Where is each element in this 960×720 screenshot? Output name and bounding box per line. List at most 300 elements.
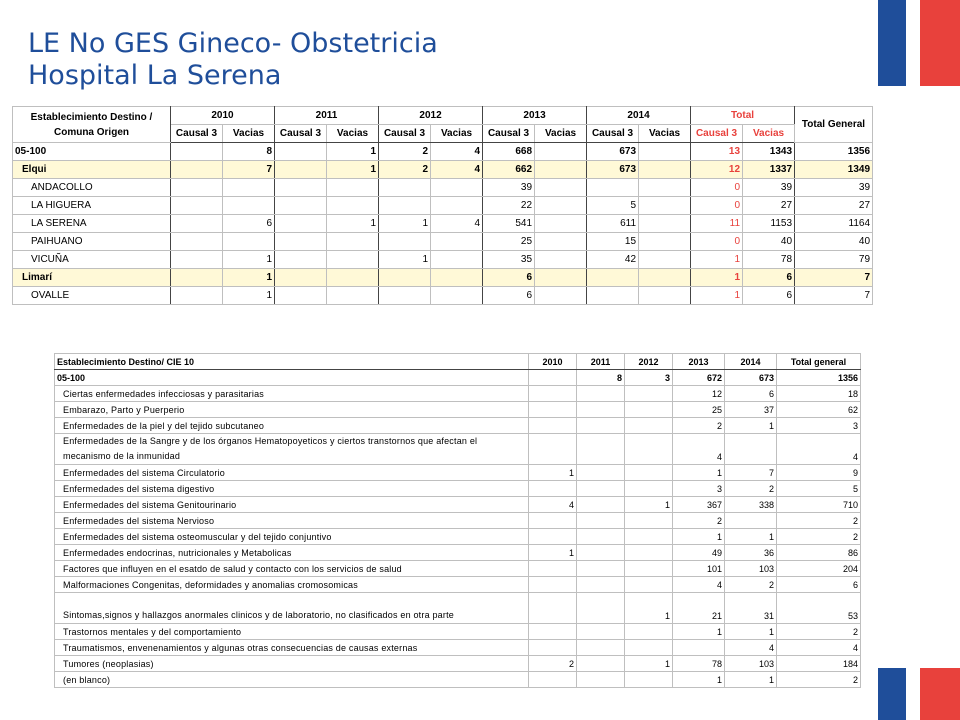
cie10-cell	[625, 513, 673, 529]
origin-cell: 1356	[795, 143, 873, 161]
origin-cell: 6	[743, 287, 795, 305]
cie10-cell: 49	[673, 545, 725, 561]
origin-row	[13, 251, 873, 269]
cie10-row	[55, 545, 861, 561]
cie10-cell: 184	[777, 656, 861, 672]
origin-cell: 611	[587, 215, 639, 233]
cie10-cell: 2	[777, 513, 861, 529]
origin-cell: 0	[691, 179, 743, 197]
year-header: 2012	[379, 107, 483, 125]
origin-row	[13, 287, 873, 305]
origin-cell: 39	[483, 179, 535, 197]
sub-header: Causal 3	[483, 125, 535, 143]
origin-cell	[587, 287, 639, 305]
origin-cell: 22	[483, 197, 535, 215]
origin-cell: 673	[587, 143, 639, 161]
origin-cell: 35	[483, 251, 535, 269]
cie10-cell	[577, 386, 625, 402]
cie10-cell	[625, 434, 673, 465]
cie10-cell	[577, 497, 625, 513]
origin-cell	[431, 287, 483, 305]
origin-cell: 39	[743, 179, 795, 197]
origin-row-label: VICUÑA	[13, 251, 171, 269]
cie10-row	[55, 577, 861, 593]
origin-cell: 541	[483, 215, 535, 233]
cie10-row-label: Enfermedades del sistema Circulatorio	[55, 465, 529, 481]
cie10-row	[55, 561, 861, 577]
cie10-cell: 18	[777, 386, 861, 402]
origin-cell: 662	[483, 161, 535, 179]
cie10-cell: 1	[625, 497, 673, 513]
origin-cell	[379, 233, 431, 251]
cie10-row-label: Enfermedades de la Sangre y de los órganos Hematopoyeticos y ciertos transtornos que afectan el mecanismo de la inmunidad	[55, 434, 529, 465]
origin-cell: 4	[431, 143, 483, 161]
cie10-row-label: Embarazo, Parto y Puerperio	[55, 402, 529, 418]
sub-header: Vacias	[743, 125, 795, 143]
cie10-cell: 338	[725, 497, 777, 513]
origin-cell: 1	[327, 215, 379, 233]
cie10-row	[55, 672, 861, 688]
cie10-row	[55, 624, 861, 640]
cie10-cell: 1	[625, 593, 673, 624]
origin-cell	[275, 233, 327, 251]
cie10-cell	[529, 513, 577, 529]
origin-header-main: Establecimiento Destino / Comuna Origen	[13, 107, 171, 143]
sub-header: Vacias	[327, 125, 379, 143]
cie10-cell: 86	[777, 545, 861, 561]
cie10-cell: 673	[725, 370, 777, 386]
cie10-row-label: Malformaciones Congenitas, deformidades y anomalias cromosomicas	[55, 577, 529, 593]
cie10-cell	[625, 640, 673, 656]
cie10-row-label: Factores que influyen en el esatdo de salud y contacto con los servicios de salud	[55, 561, 529, 577]
cie10-header-year: 2014	[725, 354, 777, 370]
cie10-cell	[625, 402, 673, 418]
cie10-row	[55, 497, 861, 513]
origin-row-label: PAIHUANO	[13, 233, 171, 251]
sub-header: Causal 3	[379, 125, 431, 143]
origin-cell: 6	[223, 215, 275, 233]
origin-cell	[431, 197, 483, 215]
cie10-cell	[577, 465, 625, 481]
cie10-cell: 2	[529, 656, 577, 672]
origin-cell: 1349	[795, 161, 873, 179]
cie10-cell: 9	[777, 465, 861, 481]
cie10-cell: 2	[673, 418, 725, 434]
cie10-header-year: 2013	[673, 354, 725, 370]
origin-row-label: ANDACOLLO	[13, 179, 171, 197]
origin-cell: 40	[743, 233, 795, 251]
cie10-cell: 1	[673, 529, 725, 545]
cie10-cell: 3	[625, 370, 673, 386]
cie10-cell: 8	[577, 370, 625, 386]
year-header: 2011	[275, 107, 379, 125]
origin-cell	[223, 197, 275, 215]
origin-cell	[171, 251, 223, 269]
cie10-cell	[577, 545, 625, 561]
origin-row	[13, 161, 873, 179]
sub-header: Vacias	[223, 125, 275, 143]
origin-cell: 27	[795, 197, 873, 215]
origin-cell	[327, 251, 379, 269]
origin-cell	[327, 233, 379, 251]
cie10-cell	[625, 418, 673, 434]
cie10-row	[55, 370, 861, 386]
cie10-row	[55, 656, 861, 672]
cie10-cell: 6	[777, 577, 861, 593]
origin-cell	[171, 179, 223, 197]
total-header: Total	[691, 107, 795, 125]
cie10-cell	[577, 672, 625, 688]
cie10-cell	[529, 577, 577, 593]
cie10-cell: 710	[777, 497, 861, 513]
cie10-cell: 4	[673, 434, 725, 465]
cie10-cell	[529, 624, 577, 640]
origin-cell: 1337	[743, 161, 795, 179]
cie10-row	[55, 434, 861, 465]
cie10-cell	[625, 545, 673, 561]
origin-row-label: Limarí	[13, 269, 171, 287]
cie10-cell: 4	[777, 434, 861, 465]
cie10-row	[55, 529, 861, 545]
cie10-cell: 672	[673, 370, 725, 386]
cie10-cell: 36	[725, 545, 777, 561]
origin-cell	[535, 233, 587, 251]
cie10-header-total: Total general	[777, 354, 861, 370]
cie10-cell: 2	[777, 529, 861, 545]
cie10-cell	[625, 624, 673, 640]
origin-cell	[639, 197, 691, 215]
cie10-row-label: Trastornos mentales y del comportamiento	[55, 624, 529, 640]
origin-cell	[535, 251, 587, 269]
cie10-cell: 101	[673, 561, 725, 577]
sub-header: Causal 3	[275, 125, 327, 143]
cie10-cell	[529, 561, 577, 577]
origin-cell	[327, 179, 379, 197]
total-general-header: Total General	[795, 107, 873, 143]
origin-cell: 0	[691, 233, 743, 251]
cie10-row	[55, 386, 861, 402]
origin-cell	[379, 287, 431, 305]
origin-cell: 1	[223, 251, 275, 269]
origin-cell: 1	[379, 215, 431, 233]
origin-cell: 13	[691, 143, 743, 161]
origin-row-label: OVALLE	[13, 287, 171, 305]
origin-cell	[275, 287, 327, 305]
origin-cell	[327, 197, 379, 215]
cie10-cell: 103	[725, 561, 777, 577]
cie10-cell: 204	[777, 561, 861, 577]
cie10-cell: 367	[673, 497, 725, 513]
cie10-cell	[577, 481, 625, 497]
cie10-cell	[577, 402, 625, 418]
cie10-cell	[625, 465, 673, 481]
origin-cell	[535, 197, 587, 215]
cie10-row	[55, 593, 861, 624]
origin-cell	[639, 143, 691, 161]
cie10-cell	[577, 656, 625, 672]
cie10-cell	[625, 561, 673, 577]
cie10-cell	[625, 577, 673, 593]
cie10-cell: 62	[777, 402, 861, 418]
origin-cell: 1164	[795, 215, 873, 233]
cie10-header-main: Establecimiento Destino/ CIE 10	[55, 354, 529, 370]
cie10-cell: 1	[673, 465, 725, 481]
origin-cell	[327, 287, 379, 305]
cie10-cell	[577, 561, 625, 577]
cie10-row	[55, 465, 861, 481]
origin-cell	[535, 143, 587, 161]
origin-cell	[275, 161, 327, 179]
origin-cell: 42	[587, 251, 639, 269]
origin-row-label: 05-100	[13, 143, 171, 161]
cie10-cell	[577, 640, 625, 656]
chile-flag-bottom	[878, 668, 960, 720]
cie10-cell: 25	[673, 402, 725, 418]
cie10-row-label: Enfermedades del sistema osteomuscular y del tejido conjuntivo	[55, 529, 529, 545]
origin-cell: 15	[587, 233, 639, 251]
cie10-cell	[725, 434, 777, 465]
origin-cell: 39	[795, 179, 873, 197]
origin-cell	[431, 179, 483, 197]
origin-cell	[639, 269, 691, 287]
cie10-cell: 2	[725, 577, 777, 593]
cie10-cell: 1356	[777, 370, 861, 386]
cie10-row-label: 05-100	[55, 370, 529, 386]
cie10-cell: 21	[673, 593, 725, 624]
cie10-cell	[529, 529, 577, 545]
origin-cell	[639, 251, 691, 269]
origin-cell	[639, 161, 691, 179]
origin-cell: 1	[379, 251, 431, 269]
cie10-cell: 1	[725, 672, 777, 688]
origin-cell	[171, 197, 223, 215]
origin-cell	[535, 179, 587, 197]
origin-cell	[587, 269, 639, 287]
cie10-cell: 4	[777, 640, 861, 656]
sub-header: Causal 3	[587, 125, 639, 143]
cie10-cell: 4	[673, 577, 725, 593]
cie10-cell: 4	[529, 497, 577, 513]
cie10-cell: 2	[673, 513, 725, 529]
cie10-row	[55, 513, 861, 529]
chile-flag-top	[878, 0, 960, 86]
sub-header: Vacias	[431, 125, 483, 143]
origin-cell: 1	[691, 287, 743, 305]
origin-cell	[171, 143, 223, 161]
cie10-cell	[529, 434, 577, 465]
cie10-cell: 3	[673, 481, 725, 497]
origin-cell	[171, 215, 223, 233]
year-header: 2014	[587, 107, 691, 125]
cie10-cell	[625, 481, 673, 497]
origin-cell: 7	[795, 287, 873, 305]
cie10-cell	[577, 593, 625, 624]
origin-cell	[171, 161, 223, 179]
origin-cell: 1	[223, 269, 275, 287]
cie10-cell: 2	[777, 624, 861, 640]
cie10-table	[54, 353, 861, 688]
origin-cell	[379, 179, 431, 197]
origin-cell: 2	[379, 143, 431, 161]
cie10-row-label: Tumores (neoplasias)	[55, 656, 529, 672]
cie10-cell: 1	[625, 656, 673, 672]
cie10-header-year: 2011	[577, 354, 625, 370]
origin-cell: 6	[483, 287, 535, 305]
cie10-cell	[529, 593, 577, 624]
origin-cell: 1	[691, 269, 743, 287]
cie10-cell: 3	[777, 418, 861, 434]
cie10-cell	[529, 640, 577, 656]
origin-cell: 2	[379, 161, 431, 179]
cie10-cell	[577, 513, 625, 529]
cie10-cell: 78	[673, 656, 725, 672]
cie10-cell: 1	[725, 624, 777, 640]
cie10-cell: 103	[725, 656, 777, 672]
origin-cell	[275, 269, 327, 287]
cie10-cell	[577, 624, 625, 640]
origin-row	[13, 143, 873, 161]
origin-cell	[223, 233, 275, 251]
origin-cell: 25	[483, 233, 535, 251]
origin-row-label: LA HIGUERA	[13, 197, 171, 215]
cie10-cell: 2	[725, 481, 777, 497]
origin-cell: 79	[795, 251, 873, 269]
origin-cell	[431, 251, 483, 269]
cie10-cell: 1	[673, 672, 725, 688]
cie10-cell	[577, 577, 625, 593]
origin-cell: 0	[691, 197, 743, 215]
origin-row-label: LA SERENA	[13, 215, 171, 233]
origin-cell: 6	[743, 269, 795, 287]
cie10-row	[55, 402, 861, 418]
origin-cell: 4	[431, 215, 483, 233]
origin-cell: 1343	[743, 143, 795, 161]
origin-cell	[587, 179, 639, 197]
origin-cell	[379, 197, 431, 215]
origin-cell	[171, 269, 223, 287]
origin-cell	[639, 215, 691, 233]
origin-cell	[223, 179, 275, 197]
cie10-row-label: Enfermedades del sistema Nervioso	[55, 513, 529, 529]
cie10-cell	[577, 418, 625, 434]
origin-cell	[275, 197, 327, 215]
origin-row	[13, 197, 873, 215]
cie10-cell	[625, 529, 673, 545]
cie10-cell: 4	[725, 640, 777, 656]
origin-cell	[171, 233, 223, 251]
origin-cell	[275, 215, 327, 233]
cie10-cell	[529, 481, 577, 497]
cie10-cell: 1	[673, 624, 725, 640]
cie10-row-label: Enfermedades del sistema Genitourinario	[55, 497, 529, 513]
sub-header: Causal 3	[691, 125, 743, 143]
origin-cell	[639, 233, 691, 251]
cie10-cell: 1	[725, 418, 777, 434]
origin-row	[13, 215, 873, 233]
origin-cell: 668	[483, 143, 535, 161]
origin-cell: 6	[483, 269, 535, 287]
origin-cell: 1	[327, 161, 379, 179]
origin-cell: 78	[743, 251, 795, 269]
sub-header: Vacias	[535, 125, 587, 143]
page-title	[28, 28, 438, 92]
origin-cell	[639, 179, 691, 197]
cie10-row-label: Enfermedades de la piel y del tejido subcutaneo	[55, 418, 529, 434]
origin-cell: 8	[223, 143, 275, 161]
origin-cell	[535, 161, 587, 179]
origin-cell	[535, 269, 587, 287]
origin-cell	[275, 143, 327, 161]
cie10-row	[55, 418, 861, 434]
cie10-cell: 1	[529, 545, 577, 561]
cie10-cell	[577, 434, 625, 465]
cie10-row-label: Ciertas enfermedades infecciosas y parasitarias	[55, 386, 529, 402]
origin-cell	[275, 179, 327, 197]
origin-cell: 673	[587, 161, 639, 179]
cie10-cell	[529, 370, 577, 386]
cie10-row-label: Enfermedades del sistema digestivo	[55, 481, 529, 497]
origin-cell: 40	[795, 233, 873, 251]
origin-cell: 1	[223, 287, 275, 305]
cie10-row-label: Enfermedades endocrinas, nutricionales y Metabolicas	[55, 545, 529, 561]
cie10-row-label: (en blanco)	[55, 672, 529, 688]
origin-cell: 7	[795, 269, 873, 287]
cie10-cell: 37	[725, 402, 777, 418]
cie10-cell: 5	[777, 481, 861, 497]
cie10-row	[55, 640, 861, 656]
cie10-header-year: 2010	[529, 354, 577, 370]
origin-table	[12, 106, 873, 305]
title-line-2: Hospital La Serena	[28, 60, 282, 91]
origin-cell: 1153	[743, 215, 795, 233]
cie10-cell	[725, 513, 777, 529]
origin-cell	[327, 269, 379, 287]
origin-cell: 7	[223, 161, 275, 179]
cie10-cell: 12	[673, 386, 725, 402]
cie10-cell	[529, 402, 577, 418]
cie10-cell	[529, 418, 577, 434]
cie10-cell: 6	[725, 386, 777, 402]
year-header: 2013	[483, 107, 587, 125]
cie10-cell	[625, 386, 673, 402]
cie10-cell: 1	[529, 465, 577, 481]
origin-cell: 1	[327, 143, 379, 161]
cie10-cell: 7	[725, 465, 777, 481]
origin-row-label: Elqui	[13, 161, 171, 179]
origin-cell	[639, 287, 691, 305]
cie10-row-label: Sintomas,signos y hallazgos anormales clinicos y de laboratorio, no clasificados en otra parte	[55, 593, 529, 624]
origin-cell	[535, 215, 587, 233]
origin-cell: 12	[691, 161, 743, 179]
year-header: 2010	[171, 107, 275, 125]
origin-cell	[171, 287, 223, 305]
origin-row	[13, 233, 873, 251]
cie10-cell: 2	[777, 672, 861, 688]
origin-cell: 27	[743, 197, 795, 215]
cie10-row	[55, 481, 861, 497]
cie10-cell	[625, 672, 673, 688]
cie10-cell	[529, 672, 577, 688]
title-line-1: LE No GES Gineco- Obstetricia	[28, 28, 438, 59]
origin-cell	[379, 269, 431, 287]
origin-cell	[535, 287, 587, 305]
cie10-cell: 31	[725, 593, 777, 624]
origin-cell: 5	[587, 197, 639, 215]
cie10-cell	[529, 386, 577, 402]
cie10-cell	[577, 529, 625, 545]
origin-cell	[431, 269, 483, 287]
origin-row	[13, 269, 873, 287]
